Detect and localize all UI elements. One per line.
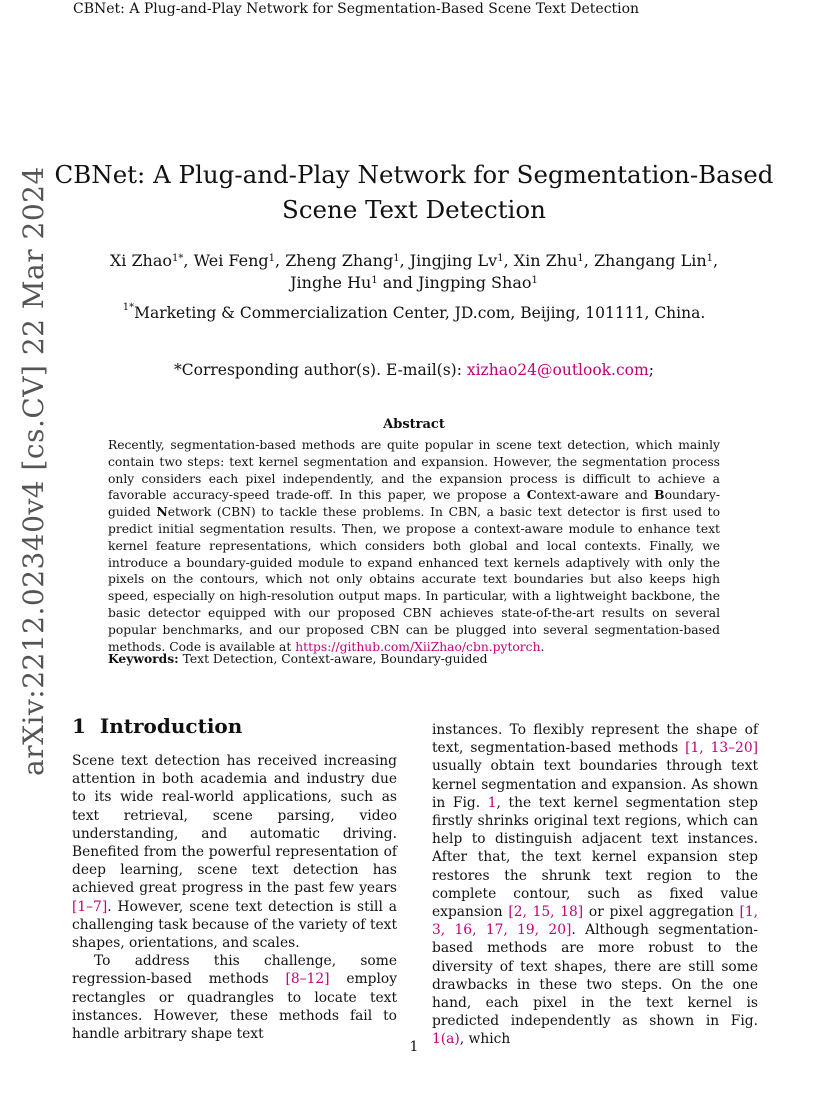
abstract-text-1: Recently, segmentation-based methods are quite popular in scene text detection, which mainly contain two steps: text kernel segmentation and expansion. However, the segmentation process only considers each pixel independently, and the expansion process is difficult to achieve a favorable accuracy-speed trade-off. In this paper, we propose a — [108, 438, 720, 503]
author-name: Xin Zhu — [513, 251, 578, 270]
citation-link[interactable]: [1, 13–20] — [685, 740, 759, 757]
section-heading — [72, 714, 397, 738]
intro-text: To address this challenge, some regression-based methods — [72, 953, 397, 988]
page-number: 1 — [409, 1039, 419, 1055]
section-number: 1 — [72, 714, 86, 738]
body-text: or pixel aggregation — [583, 904, 740, 921]
intro-paragraph-1 — [72, 752, 397, 952]
keywords-label: Keywords: — [108, 651, 179, 666]
author-list — [0, 250, 828, 294]
abstract-bold-n: N — [156, 504, 168, 520]
author-name: Jingping Shao — [417, 273, 532, 292]
author-sup: 1 — [577, 253, 584, 264]
body-text: usually obtain text boundaries through text kernel segmentation and expansion. As shown in Fig. — [432, 758, 758, 811]
author-line-2 — [0, 272, 828, 294]
intro-text: employ rectangles or quadrangles to locate text instances. However, these methods fail to handle arbitrary shape text — [72, 971, 397, 1043]
authors-and: and — [382, 273, 413, 292]
code-link[interactable]: https://github.com/XiiZhao/cbn.pytorch — [295, 639, 541, 654]
abstract-end: . — [540, 639, 545, 654]
running-head: CBNet: A Plug-and-Play Network for Segmentation-Based Scene Text Detection — [73, 1, 640, 17]
abstract-bold-b: B — [654, 487, 665, 503]
citation-link[interactable]: [1–7] — [72, 898, 108, 915]
title-line-1: CBNet: A Plug-and-Play Network for Segmentation-Based — [54, 160, 774, 189]
author-name: Zhangang Lin — [593, 251, 707, 270]
title-line-2: Scene Text Detection — [282, 195, 546, 224]
abstract-bold-c: C — [526, 487, 537, 503]
citation-link[interactable]: [2, 15, 18] — [508, 904, 584, 921]
author-sup: 1* — [172, 253, 184, 264]
abstract-text-3: oundary-guided — [108, 488, 721, 520]
abstract-body — [108, 437, 720, 655]
author-name: Xi Zhao — [109, 251, 173, 270]
author-name: Wei Feng — [193, 251, 269, 270]
keywords — [108, 651, 720, 666]
body-text: . Although segmentation-based methods are more robust to the diversity of text shapes, there are still some drawbacks in these two steps. On the one hand, each pixel in the text kernel is predicted independently as shown in Fig. — [432, 922, 758, 1030]
right-column — [432, 721, 758, 1049]
abstract-heading: Abstract — [383, 417, 445, 432]
citation-link[interactable]: [1, 3, 16, 17, 19, 20] — [432, 904, 759, 939]
author-sup: 1 — [706, 253, 714, 264]
abstract-text-2: ontext-aware and — [536, 488, 655, 503]
affiliation-text: Marketing & Commercialization Center, JD.com, Beijing, 101111, China. — [134, 304, 706, 322]
intro-text: . However, scene text detection is still a challenging task because of the variety of text shapes, orientations, and scales. — [72, 898, 397, 952]
body-text: , the text kernel segmentation step firstly shrinks original text regions, which can help to distinguish adjacent text instances. After that, the text kernel expansion step restores the shrunk text region to the complete contour, such as fixed value expansion — [432, 794, 758, 921]
figure-link[interactable]: 1 — [487, 794, 497, 811]
author-sup: 1 — [371, 275, 378, 286]
section-title: Introduction — [99, 714, 243, 738]
intro-paragraph-2 — [72, 952, 397, 1043]
figure-link[interactable]: 1(a) — [432, 1031, 460, 1048]
author-sup: 1 — [531, 275, 538, 286]
intro-paragraph-continued — [432, 721, 758, 1049]
author-line-1: Xi Zhao$^{1*}$, Wei Feng$^1$, Zheng Zhang$^1$, Jingjing Lv$^1$, Xin Zhu$^1$, Zhangang Lin$^1$, — [109, 251, 719, 270]
paper-title — [0, 157, 828, 227]
author-sup: 1 — [497, 253, 504, 264]
author-name: Jinghe Hu — [290, 273, 372, 292]
affiliation — [0, 304, 828, 322]
corresponding-suffix: ; — [648, 361, 654, 379]
author-sup: 1 — [393, 253, 400, 264]
author-name: Zheng Zhang — [285, 251, 394, 270]
abstract-text-4: etwork (CBN) to tackle these problems. In CBN, a basic text detector is first used to predict initial segmentation results. Then, we propose a context-aware module to enhance text kernel feature representations, which considers both global and local contexts. Finally, we introduce a boundary-guided module to expand enhanced text kernels adaptively with only the pixels on the contours, which not only obtains accurate text boundaries but also keeps high speed, especially on high-resolution output maps. In particular, with a lightweight backbone, the basic detector equipped with our proposed CBN achieves state-of-the-art results on several popular benchmarks, and our proposed CBN can be plugged into several segmentation-based methods. Code is available at — [108, 505, 720, 654]
corresponding-label: *Corresponding author(s). E-mail(s): — [174, 361, 467, 379]
author-name: Jingjing Lv — [409, 251, 498, 270]
intro-text: Scene text detection has received increasing attention in both academia and industry due to its wide real-world applications, such as text retrieval, scene parsing, video understanding, and automatic driving. Benefited from the powerful representation of deep learning, scene text detection has achieved great progress in the past few years — [72, 753, 397, 897]
affiliation-sup: 1* — [122, 302, 135, 313]
body-text: instances. To flexibly represent the shape of text, segmentation-based methods — [432, 722, 758, 757]
author-sup: 1 — [268, 253, 276, 264]
left-column — [72, 714, 397, 1043]
citation-link[interactable]: [8–12] — [285, 971, 330, 988]
body-text: , which — [459, 1031, 511, 1048]
arxiv-identifier: arXiv:2212.02340v4 [cs.CV] 22 Mar 2024 — [17, 166, 50, 776]
email-link[interactable]: xizhao24@outlook.com — [466, 361, 649, 379]
keywords-text: Text Detection, Context-aware, Boundary-guided — [178, 652, 488, 666]
corresponding-author — [0, 361, 828, 379]
